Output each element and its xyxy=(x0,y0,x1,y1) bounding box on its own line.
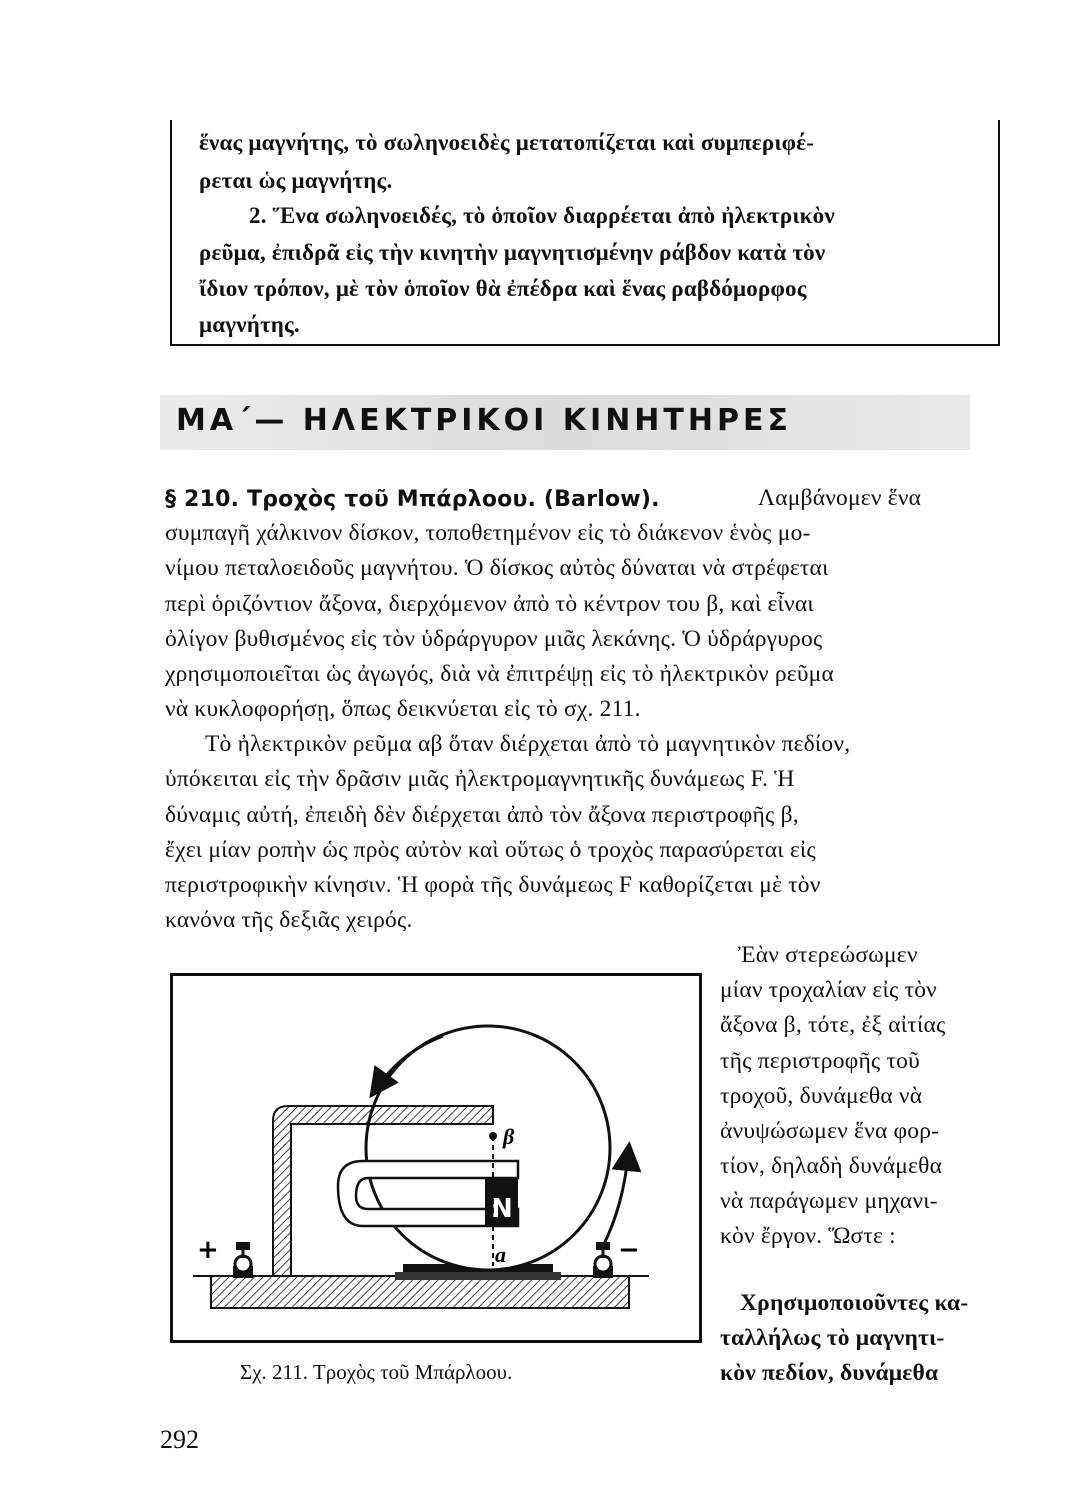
side-text-line: Ἐὰν στερεώσωμεν xyxy=(738,942,918,968)
boxed-note xyxy=(170,120,1000,346)
paragraph-line: κανόνα τῆς δεξιᾶς χειρός. xyxy=(165,907,413,933)
paragraph-line: περιστροφικὴν κίνησιν. Ἡ φορὰ τῆς δυνάμεως F καθορίζεται μὲ τὸν xyxy=(165,872,821,898)
base-platform xyxy=(211,1276,629,1308)
side-bold-line: κὸν πεδίον, δυνάμεθα xyxy=(720,1360,939,1386)
paragraph-line: ὑπόκειται εἰς τὴν δρᾶσιν μιᾶς ἠλεκτρομαγνητικῆς δυνάμεως F. Ἡ xyxy=(165,766,795,792)
boxed-note-line: ἴδιον τρόπον, μὲ τὸν ὁποῖον θὰ ἐπέδρα καὶ ἕνας ραβδόμορφος xyxy=(199,276,807,301)
side-text-line: ἄξονα β, τότε, ἐξ αἰτίας xyxy=(720,1012,946,1038)
chapter-heading-band xyxy=(160,395,970,450)
side-text-line: ἀνυψώσωμεν ἕνα φορ- xyxy=(720,1118,940,1144)
figure-211 xyxy=(170,973,702,1343)
section-line: νίμου πεταλοειδοῦς μαγνήτου. Ὁ δίσκος αὐτὸς δύναται νὰ στρέφεται xyxy=(165,555,829,581)
side-bold-line: ταλλήλως τὸ μαγνητι- xyxy=(720,1325,945,1351)
figure-caption: Σχ. 211. Τροχὸς τοῦ Μπάρλοου. xyxy=(240,1360,513,1384)
label-a: a xyxy=(495,1242,506,1267)
section-heading: § 210. Τροχὸς τοῦ Μπάρλοου. (Barlow). xyxy=(165,487,660,512)
magnet-n-label: N xyxy=(491,1194,513,1224)
boxed-note-line: ἕνας μαγνήτης, τὸ σωληνοειδὲς μετατοπίζεται καὶ συμπεριφέ- xyxy=(199,130,815,155)
section-line: περὶ ὁριζόντιον ἄξονα, διερχόμενον ἀπὸ τὸ κέντρον του β, καὶ εἶναι xyxy=(165,591,814,617)
paragraph-line: ἔχει μίαν ροπὴν ὡς πρὸς αὐτὸν καὶ οὕτως ὁ τροχὸς παρασύρεται εἰς xyxy=(165,837,816,863)
side-bold-line: Χρησιμοποιοῦντες κα- xyxy=(740,1290,969,1316)
copper-disk xyxy=(366,1026,610,1270)
plus-sign: + xyxy=(197,1235,219,1265)
barlow-wheel-diagram xyxy=(173,976,699,1340)
terminal-left xyxy=(233,1242,253,1278)
side-text-line: τίον, δηλαδὴ δυνάμεθα xyxy=(720,1153,943,1179)
paragraph-line: δύναμις αὐτή, ἐπειδὴ δὲν διέρχεται ἀπὸ τὸν ἄξονα περιστροφῆς β, xyxy=(165,802,799,828)
boxed-note-line: μαγνήτης. xyxy=(199,312,300,337)
chapter-heading: ΜΑ΄— ΗΛΕΚΤΡΙΚΟΙ ΚΙΝΗΤΗΡΕΣ xyxy=(176,403,792,438)
page-number: 292 xyxy=(160,1425,199,1454)
paragraph-line: Τὸ ἠλεκτρικὸν ρεῦμα αβ ὅταν διέρχεται ἀπὸ τὸ μαγνητικὸν πεδίον, xyxy=(205,731,851,757)
section-line: Λαμβάνομεν ἕνα xyxy=(758,485,922,511)
side-text-line: τροχοῦ, δυνάμεθα νὰ xyxy=(720,1083,923,1109)
boxed-note-line: ρεται ὡς μαγνήτης. xyxy=(199,168,393,193)
side-text-line: κὸν ἔργον. Ὥστε : xyxy=(720,1223,896,1249)
section-line: χρησιμοποιεῖται ὡς ἀγωγός, διὰ νὰ ἐπιτρέψῃ εἰς τὸ ἠλεκτρικὸν ρεῦμα xyxy=(165,661,834,687)
boxed-note-line: 2. Ἕνα σωληνοειδές, τὸ ὁποῖον διαρρέεται ἀπὸ ἠλεκτρικὸν xyxy=(249,203,835,228)
boxed-note-line: ρεῦμα, ἐπιδρᾶ εἰς τὴν κινητὴν μαγνητισμένην ράβδον κατὰ τὸν xyxy=(199,240,826,265)
section-line: νὰ κυκλοφορήσῃ, ὅπως δεικνύεται εἰς τὸ σχ. 211. xyxy=(165,696,641,722)
axis-point xyxy=(489,1132,497,1140)
section-line: συμπαγῆ χάλκινον δίσκον, τοποθετημένον εἰς τὸ διάκενον ἑνὸς μο- xyxy=(165,520,811,546)
side-text-line: νὰ παράγωμεν μηχανι- xyxy=(720,1188,938,1214)
label-b: β xyxy=(503,1124,515,1149)
side-text-line: μίαν τροχαλίαν εἰς τὸν xyxy=(720,977,938,1003)
mercury-trough-rim xyxy=(395,1272,561,1280)
terminal-right xyxy=(593,1242,613,1278)
side-text-line: τῆς περιστροφῆς τοῦ xyxy=(720,1048,920,1074)
minus-sign: − xyxy=(618,1235,640,1265)
section-line: ὀλίγον βυθισμένος εἰς τὸν ὑδράργυρον μιᾶς λεκάνης. Ὁ ὑδράργυρος xyxy=(165,626,823,652)
